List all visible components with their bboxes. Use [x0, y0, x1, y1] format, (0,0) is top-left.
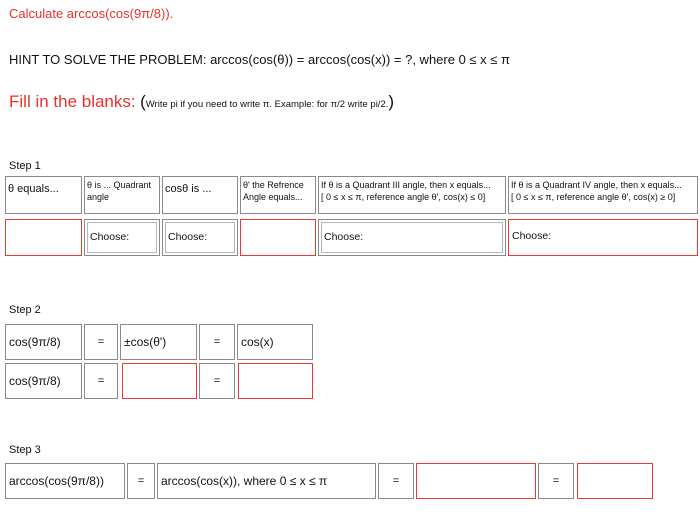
- header-q4-line2: [ 0 ≤ x ≤ π, reference angle θ', cos(x) ≥ 0]: [511, 192, 676, 202]
- step2-row2-eq2: =: [199, 363, 235, 399]
- fill-in-instructions: [9, 92, 394, 112]
- step2-lhs-text: cos(9π/8): [9, 335, 61, 349]
- header-cos-text: cosθ is ...: [165, 183, 212, 195]
- step2-pm-cos: [120, 324, 197, 360]
- step2-cosx-text: cos(x): [241, 335, 274, 349]
- step3-answer2-input[interactable]: [577, 463, 653, 499]
- open-paren: (: [140, 92, 146, 111]
- hint-text: HINT TO SOLVE THE PROBLEM: arccos(cos(θ)) = arccos(cos(x)) = ?, where 0 ≤ x ≤ π: [9, 52, 510, 67]
- step3-middle: [157, 463, 376, 499]
- step2-cosx: [237, 324, 313, 360]
- reference-angle-input[interactable]: [240, 219, 316, 256]
- problem-title: Calculate arccos(cos(9π/8)).: [9, 6, 174, 21]
- step2-cosx-input[interactable]: [238, 363, 313, 399]
- step3-eq2: =: [378, 463, 414, 499]
- header-q3-line2: [ 0 ≤ x ≤ π, reference angle θ', cos(x) ≤ 0]: [321, 192, 486, 202]
- header-ref-line2: Angle equals...: [243, 192, 303, 202]
- step3-label: Step 3: [9, 444, 41, 456]
- step3-answer1-input[interactable]: [416, 463, 536, 499]
- quadrant-select[interactable]: [84, 219, 160, 256]
- cos-sign-select-text: Choose:: [168, 231, 208, 243]
- header-ref-line1: θ' the Refrence: [243, 180, 304, 190]
- step2-lhs: [5, 324, 82, 360]
- step2-lhs-row2: [5, 363, 82, 399]
- fill-blanks-label: Fill in the blanks:: [9, 92, 136, 111]
- theta-input[interactable]: [5, 219, 82, 256]
- q3-select-text: Choose:: [324, 231, 364, 243]
- header-q3-line1: If θ is a Quadrant III angle, then x equals...: [321, 180, 491, 190]
- close-paren: ): [388, 92, 395, 111]
- step1-header-theta: [5, 176, 82, 214]
- step3-lhs: [5, 463, 125, 499]
- cos-sign-select[interactable]: [162, 219, 238, 256]
- header-theta-text: θ equals...: [8, 183, 59, 195]
- step2-lhs-row2-text: cos(9π/8): [9, 374, 61, 388]
- instruction-text: Write pi if you need to write π. Example: for π/2 write pi/2.: [145, 99, 389, 110]
- q4-select-text: Choose:: [512, 230, 552, 242]
- q4-x-select[interactable]: [508, 219, 698, 256]
- step2-cos-theta-input[interactable]: [122, 363, 197, 399]
- step1-header-quadrant: [84, 176, 160, 214]
- step2-eq1: =: [84, 324, 118, 360]
- header-q4-line1: If θ is a Quadrant IV angle, then x equals...: [511, 180, 682, 190]
- step1-header-q3: [318, 176, 506, 214]
- step2-eq2: =: [199, 324, 235, 360]
- step3-middle-text: arccos(cos(x)), where 0 ≤ x ≤ π: [161, 474, 328, 488]
- step1-label: Step 1: [9, 160, 41, 172]
- step2-pm-cos-text: ±cos(θ'): [124, 335, 167, 349]
- header-quadrant-line1: θ is ... Quadrant: [87, 180, 152, 190]
- quadrant-select-text: Choose:: [90, 231, 130, 243]
- q3-x-select[interactable]: [318, 219, 506, 256]
- step1-header-q4: [508, 176, 698, 214]
- step2-row2-eq1: =: [84, 363, 118, 399]
- step2-label: Step 2: [9, 304, 41, 316]
- header-quadrant-line2: angle: [87, 192, 110, 202]
- step3-eq3: =: [538, 463, 574, 499]
- step3-lhs-text: arccos(cos(9π/8)): [9, 474, 104, 488]
- step3-eq1: =: [127, 463, 155, 499]
- step1-header-cos: [162, 176, 238, 214]
- step1-header-reference: [240, 176, 316, 214]
